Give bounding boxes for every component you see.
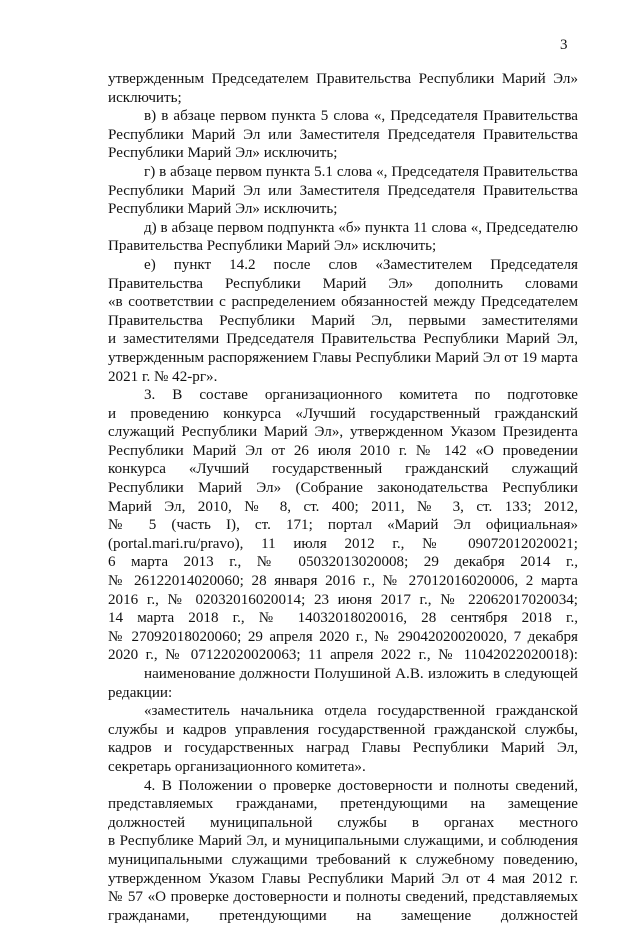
text-line: в) в абзаце первом пункта 5 слова «, Председателя Правительства xyxy=(144,108,578,125)
text-line: утвержденным распоряжением Главы Республики Марий Эл от 19 марта xyxy=(108,349,578,366)
text-line: г) в абзаце первом пункта 5.1 слова «, Председателя Правительства xyxy=(144,163,578,180)
text-line: редакции: xyxy=(108,684,173,701)
text-line: кадров и государственных наград Главы Республики Марий Эл, xyxy=(108,740,578,757)
text-line: «заместитель начальника отдела государственной гражданской xyxy=(144,703,578,720)
text-line: 14 марта 2018 г., № 14032018020016, 28 сентября 2018 г., xyxy=(108,610,578,627)
text-line: Республики Марий Эл или Заместителя Председателя Правительства xyxy=(108,182,578,199)
text-line: утвержденном Указом Главы Республики Марий Эл от 4 мая 2012 г. xyxy=(108,870,578,887)
text-line: конкурса «Лучший государственный гражданский служащий xyxy=(108,461,578,478)
text-line: № 26122014020060; 28 января 2016 г., № 27012016020006, 2 марта xyxy=(108,573,578,590)
text-line: 2016 г., № 02032016020014; 23 июня 2017 г., № 22062017020034; xyxy=(108,591,578,608)
text-line: (portal.mari.ru/pravo), 11 июля 2012 г., № 09072012020021; xyxy=(108,535,578,552)
text-line: представляемых гражданами, претендующими на замещение xyxy=(108,796,578,813)
text-line: 4. В Положении о проверке достоверности и полноты сведений, xyxy=(144,777,578,794)
text-line: наименование должности Полушиной А.В. изложить в следующей xyxy=(144,666,578,682)
text-line: Правительства Республики Марий Эл, первыми заместителями xyxy=(108,312,578,329)
text-line: службы и кадров управления государственной гражданской службы, xyxy=(108,721,578,738)
text-line: гражданами, претендующими на замещение должностей xyxy=(108,907,578,924)
text-line: № 57 «О проверке достоверности и полноты сведений, представляемых xyxy=(108,889,578,906)
text-line: 2020 г., № 07122020020063; 11 апреля 2022 г., № 11042022020018): xyxy=(108,647,578,664)
text-line: 2021 г. № 42-рг». xyxy=(108,368,218,385)
text-line: Республики Марий Эл» исключить; xyxy=(108,201,338,218)
text-line: Республики Марий Эл» (Собрание законодательства Республики xyxy=(108,480,578,497)
text-line: Республики Марий Эл от 26 июля 2010 г. № 142 «О проведении xyxy=(108,442,578,459)
text-line: № 27092018020060; 29 апреля 2020 г., № 29042020020020, 7 декабря xyxy=(108,628,578,645)
text-line: Марий Эл, 2010, № 8, ст. 400; 2011, № 3, ст. 133; 2012, xyxy=(108,498,578,515)
text-line: Правительства Республики Марий Эл» дополнить словами xyxy=(108,275,578,292)
text-line: должностей муниципальной службы в органах местного xyxy=(108,814,578,831)
text-line: Республики Марий Эл или Заместителя Председателя Правительства xyxy=(108,126,578,143)
text-line: служащий Республики Марий Эл», утвержденном Указом Президента xyxy=(108,424,578,441)
page-number: 3 xyxy=(560,37,568,53)
text-line: секретарь организационного комитета». xyxy=(108,758,366,775)
text-line: муниципальными служащими требований к служебному поведению, xyxy=(108,851,578,868)
text-line: 6 марта 2013 г., № 05032013020008; 29 декабря 2014 г., xyxy=(108,554,578,571)
text-line: 3. В составе организационного комитета по подготовке xyxy=(144,387,578,404)
text-line: д) в абзаце первом подпункта «б» пункта 11 слова «, Председателю xyxy=(144,219,578,236)
text-line: Республики Марий Эл» исключить; xyxy=(108,145,338,162)
text-line: исключить; xyxy=(108,89,182,106)
text-line: утвержденным Председателем Правительства Республики Марий Эл» xyxy=(108,71,578,87)
text-line: е) пункт 14.2 после слов «Заместителем Председателя xyxy=(144,256,578,273)
text-line: и заместителями Председателя Правительства Республики Марий Эл, xyxy=(108,331,578,348)
text-line: в Республике Марий Эл, и муниципальными служащими, и соблюдения xyxy=(108,833,578,850)
text-line: № 5 (часть I), ст. 171; портал «Марий Эл официальная» xyxy=(108,517,578,534)
text-line: и проведению конкурса «Лучший государственный гражданский xyxy=(108,405,578,422)
text-line: Правительства Республики Марий Эл» исключить; xyxy=(108,238,437,255)
text-line: «в соответствии с распределением обязанностей между Председателем xyxy=(108,294,578,311)
document-body xyxy=(108,70,578,925)
